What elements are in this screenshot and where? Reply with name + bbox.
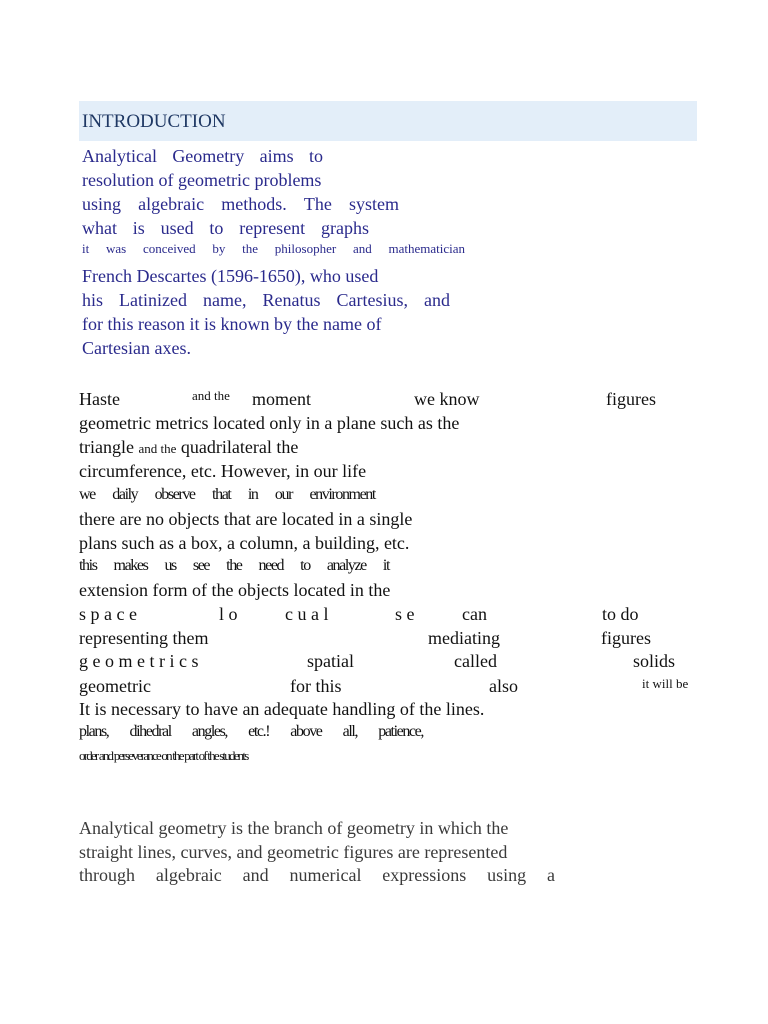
intro-line-2: resolution of geometric problems — [82, 170, 322, 190]
outro-line-1: Analytical geometry is the branch of geometry in which the — [79, 818, 509, 838]
body-word-moment: moment — [252, 389, 311, 409]
body-word-we-know: we know — [414, 389, 480, 409]
body-word-called: called — [454, 651, 497, 671]
body-word-it-will-be: it will be — [642, 676, 689, 691]
body-word-space: s p a c e — [79, 604, 137, 624]
body-line-14: plans, dihedral angles, etc.! above all, patience, — [79, 723, 423, 740]
body-word-figures-2: figures — [601, 628, 651, 648]
intro-line-9: Cartesian axes. — [82, 338, 191, 358]
body-word-haste: Haste — [79, 389, 120, 409]
body-line-5: we daily observe that in our environment — [79, 486, 375, 503]
body-line-9: extension form of the objects located in the — [79, 580, 391, 600]
section-heading-bar — [79, 101, 697, 141]
body-word-to-do: to do — [602, 604, 639, 624]
intro-line-5: it was conceived by the philosopher and mathematician — [82, 241, 465, 256]
body-word-lo: l o — [219, 604, 238, 624]
body-word-mediating: mediating — [428, 628, 500, 648]
intro-line-1: Analytical Geometry aims to — [82, 146, 323, 166]
outro-line-3: through algebraic and numerical expressions using a — [79, 865, 555, 885]
body-line-6: there are no objects that are located in a single — [79, 509, 413, 529]
body-line-4: circumference, etc. However, in our life — [79, 461, 367, 481]
body-word-also: also — [489, 676, 518, 696]
body-word-spatial: spatial — [307, 651, 354, 671]
outro-line-2: straight lines, curves, and geometric figures are represented — [79, 842, 508, 862]
body-word-and-the: and the — [192, 388, 230, 403]
intro-line-4: what is used to represent graphs — [82, 218, 369, 238]
body-word-cual: c u a l — [285, 604, 329, 624]
body-word-for-this: for this — [290, 676, 342, 696]
body-word-representing: representing them — [79, 628, 209, 648]
body-word-se: s e — [395, 604, 415, 624]
body-line-8: this makes us see the need to analyze it — [79, 557, 389, 574]
intro-line-3: using algebraic methods. The system — [82, 194, 399, 214]
body-line-13: It is necessary to have an adequate handling of the lines. — [79, 699, 485, 719]
body-line-15: order and perseverance on the part of the students — [79, 748, 248, 763]
body-line-3: triangle and the quadrilateral the — [79, 437, 299, 457]
body-line-2: geometric metrics located only in a plane such as the — [79, 413, 460, 433]
body-word-geometrics: g e o m e t r i c s — [79, 651, 199, 671]
section-heading: INTRODUCTION — [82, 111, 226, 132]
intro-line-8: for this reason it is known by the name of — [82, 314, 382, 334]
body-line-7: plans such as a box, a column, a building, etc. — [79, 533, 410, 553]
body-word-can: can — [462, 604, 487, 624]
intro-line-6: French Descartes (1596-1650), who used — [82, 266, 379, 286]
intro-line-7: his Latinized name, Renatus Cartesius, and — [82, 290, 450, 310]
body-word-figures: figures — [606, 389, 656, 409]
body-word-geometric: geometric — [79, 676, 151, 696]
body-word-solids: solids — [633, 651, 676, 671]
